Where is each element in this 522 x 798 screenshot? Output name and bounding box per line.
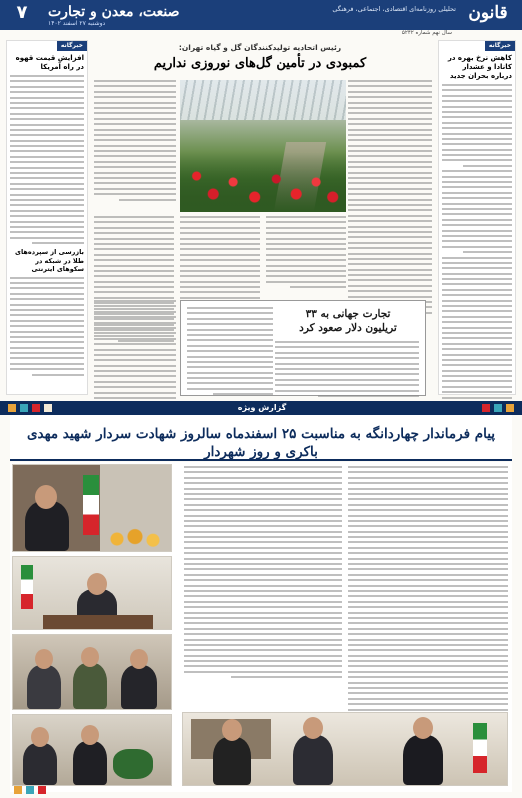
- left-column-label: خبرگانه: [57, 41, 87, 51]
- deco-square-teal-r: [494, 404, 502, 412]
- left-column-title: افزایش قیمت قهوه در راه آمریکا: [15, 54, 84, 71]
- left-column-subtitle: بازرسی از سپرده‌های طلا در شبکه در سکوهای ایترنتی: [15, 248, 84, 274]
- deco-square-orange: [8, 404, 16, 412]
- special-report-divider: [0, 401, 522, 415]
- world-trade-headline-2: تریلیون دلار صعود کرد: [299, 322, 397, 334]
- issue-date: دوشنبه ۲۷ اسفند ۱۴۰۲: [48, 20, 106, 27]
- section-title: صنعت، معدن و تجارت: [48, 4, 180, 20]
- special-report-label: گزارش ویژه: [237, 403, 287, 412]
- left-column-body: [10, 75, 84, 244]
- center-story-body-right: [348, 80, 432, 317]
- right-column: [438, 40, 516, 395]
- footer-square-orange: [14, 786, 22, 794]
- center-story-body-left: [94, 80, 176, 204]
- photo-group-presentation: [182, 712, 508, 786]
- page-number: ۷: [16, 2, 28, 23]
- special-report-banner: [10, 415, 512, 461]
- masthead-tagline: تحلیلی روزنامه‌ای اقتصادی، اجتماعی، فرهنگی: [332, 5, 456, 13]
- issue-line: سال نهم شماره ۵۲۴۲: [401, 30, 452, 36]
- world-trade-headline-1: تجارت جهانی به ۳۳: [305, 308, 391, 320]
- masthead-bar: [0, 0, 522, 30]
- greenhouse-flowers-photo: [180, 80, 346, 212]
- special-report-text-middle: [184, 466, 342, 682]
- newspaper-logo: قانون: [468, 3, 508, 23]
- footer-square-red: [38, 786, 46, 794]
- world-trade-story: [180, 300, 426, 396]
- footer-square-teal: [26, 786, 34, 794]
- deco-square-red: [32, 404, 40, 412]
- photo-meeting-1: [12, 556, 172, 630]
- deco-square-red-r: [482, 404, 490, 412]
- center-story-kicker: رئیس اتحادیه تولیدکنندگان گل و گیاه تهران:: [178, 43, 342, 52]
- special-report-body: [10, 462, 512, 792]
- photo-meeting-2: [12, 634, 172, 710]
- deco-square-teal: [20, 404, 28, 412]
- left-column: [6, 40, 88, 395]
- photo-meeting-3: [12, 714, 172, 786]
- right-column-label: خبرگانه: [485, 41, 515, 51]
- right-column-title: کاهش نرخ بهره در کانادا و عشدار درباره بحران جدید: [447, 54, 512, 80]
- photo-official-portrait: [12, 464, 172, 552]
- deco-square-cream: [44, 404, 52, 412]
- special-report-headline: پیام فرماندار چهاردانگه به مناسبت ۲۵ اسفندماه سالروز شهادت سردار شهید مهدی باکری و روز شهردار: [26, 426, 496, 460]
- deco-square-orange-r: [506, 404, 514, 412]
- center-story-headline: کمبودی در تأمین گل‌های نوروزی نداریم: [153, 56, 367, 71]
- left-column-body-2: [10, 277, 84, 376]
- right-column-body: [442, 84, 512, 404]
